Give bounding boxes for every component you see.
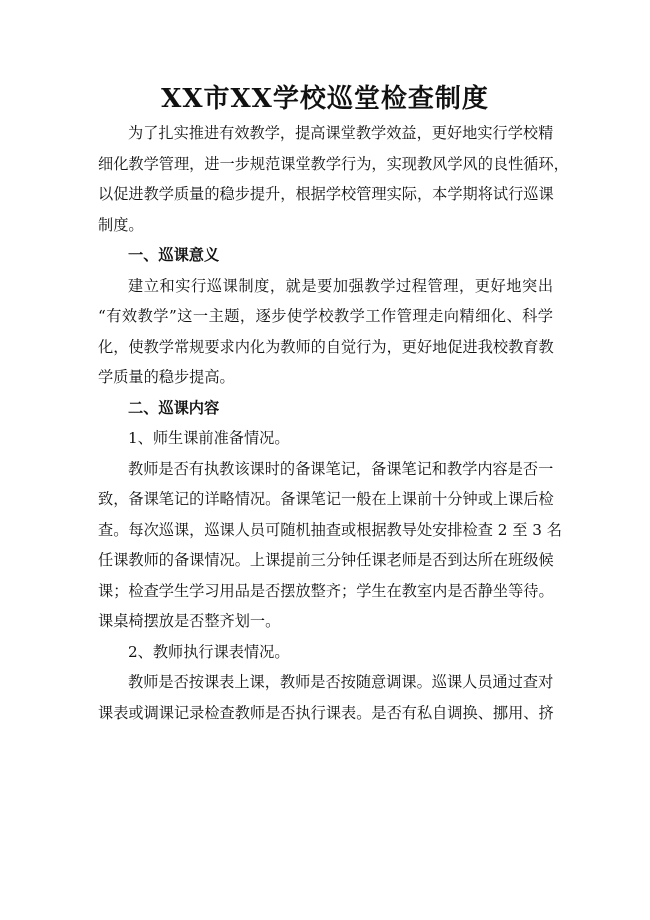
section1-line: 建立和实行巡课制度，就是要加强教学过程管理，更好地突出 (128, 276, 553, 295)
item2-line: 课表或调课记录检查教师是否执行课表。是否有私自调换、挪用、挤 (98, 703, 554, 722)
section1-line: 学质量的稳步提高。 (98, 368, 235, 386)
item-title-schedule: 2、教师执行课表情况。 (128, 642, 290, 661)
intro-line: 以促进教学质量的稳步提升，根据学校管理实际，本学期将试行巡课 (98, 185, 554, 203)
item1-line: 课；检查学生学习用品是否摆放整齐；学生在教室内是否静坐等待。 (98, 581, 554, 600)
section1-line: “有效教学”这一主题，逐步使学校教学工作管理走向精细化、科学 (98, 307, 553, 325)
section-heading-significance: 一、巡课意义 (128, 246, 220, 264)
intro-line: 为了扎实推进有效教学，提高课堂教学效益，更好地实行学校精 (128, 124, 554, 142)
item1-line: 任课教师的备课情况。上课提前三分钟任课老师是否到达所在班级候 (98, 551, 554, 569)
item1-line: 课桌椅摆放是否整齐划一。 (98, 612, 281, 630)
document-title: XX市XX学校巡堂检查制度 (161, 84, 489, 114)
document-body (98, 118, 569, 728)
item1-line: 致，备课笔记的详略情况。备课笔记一般在上课前十分钟或上课后检 (98, 490, 554, 508)
item1-line: 教师是否有执教该课时的备课笔记，备课笔记和教学内容是否一 (128, 459, 554, 478)
intro-line: 细化教学管理，进一步规范课堂教学行为，实现教风学风的良性循环， (98, 154, 569, 173)
section1-line: 化，使教学常规要求内化为教师的自觉行为，更好地促进我校教育教 (98, 337, 554, 356)
item-title-preparation: 1、师生课前准备情况。 (128, 429, 290, 447)
section-heading-content: 二、巡课内容 (128, 398, 220, 417)
item1-line: 查。每次巡课，巡课人员可随机抽查或根据教导处安排检查 2 至 3 名 (98, 520, 562, 539)
item2-line: 教师是否按课表上课，教师是否按随意调课。巡课人员通过查对 (128, 673, 554, 691)
intro-line: 制度。 (98, 215, 144, 234)
